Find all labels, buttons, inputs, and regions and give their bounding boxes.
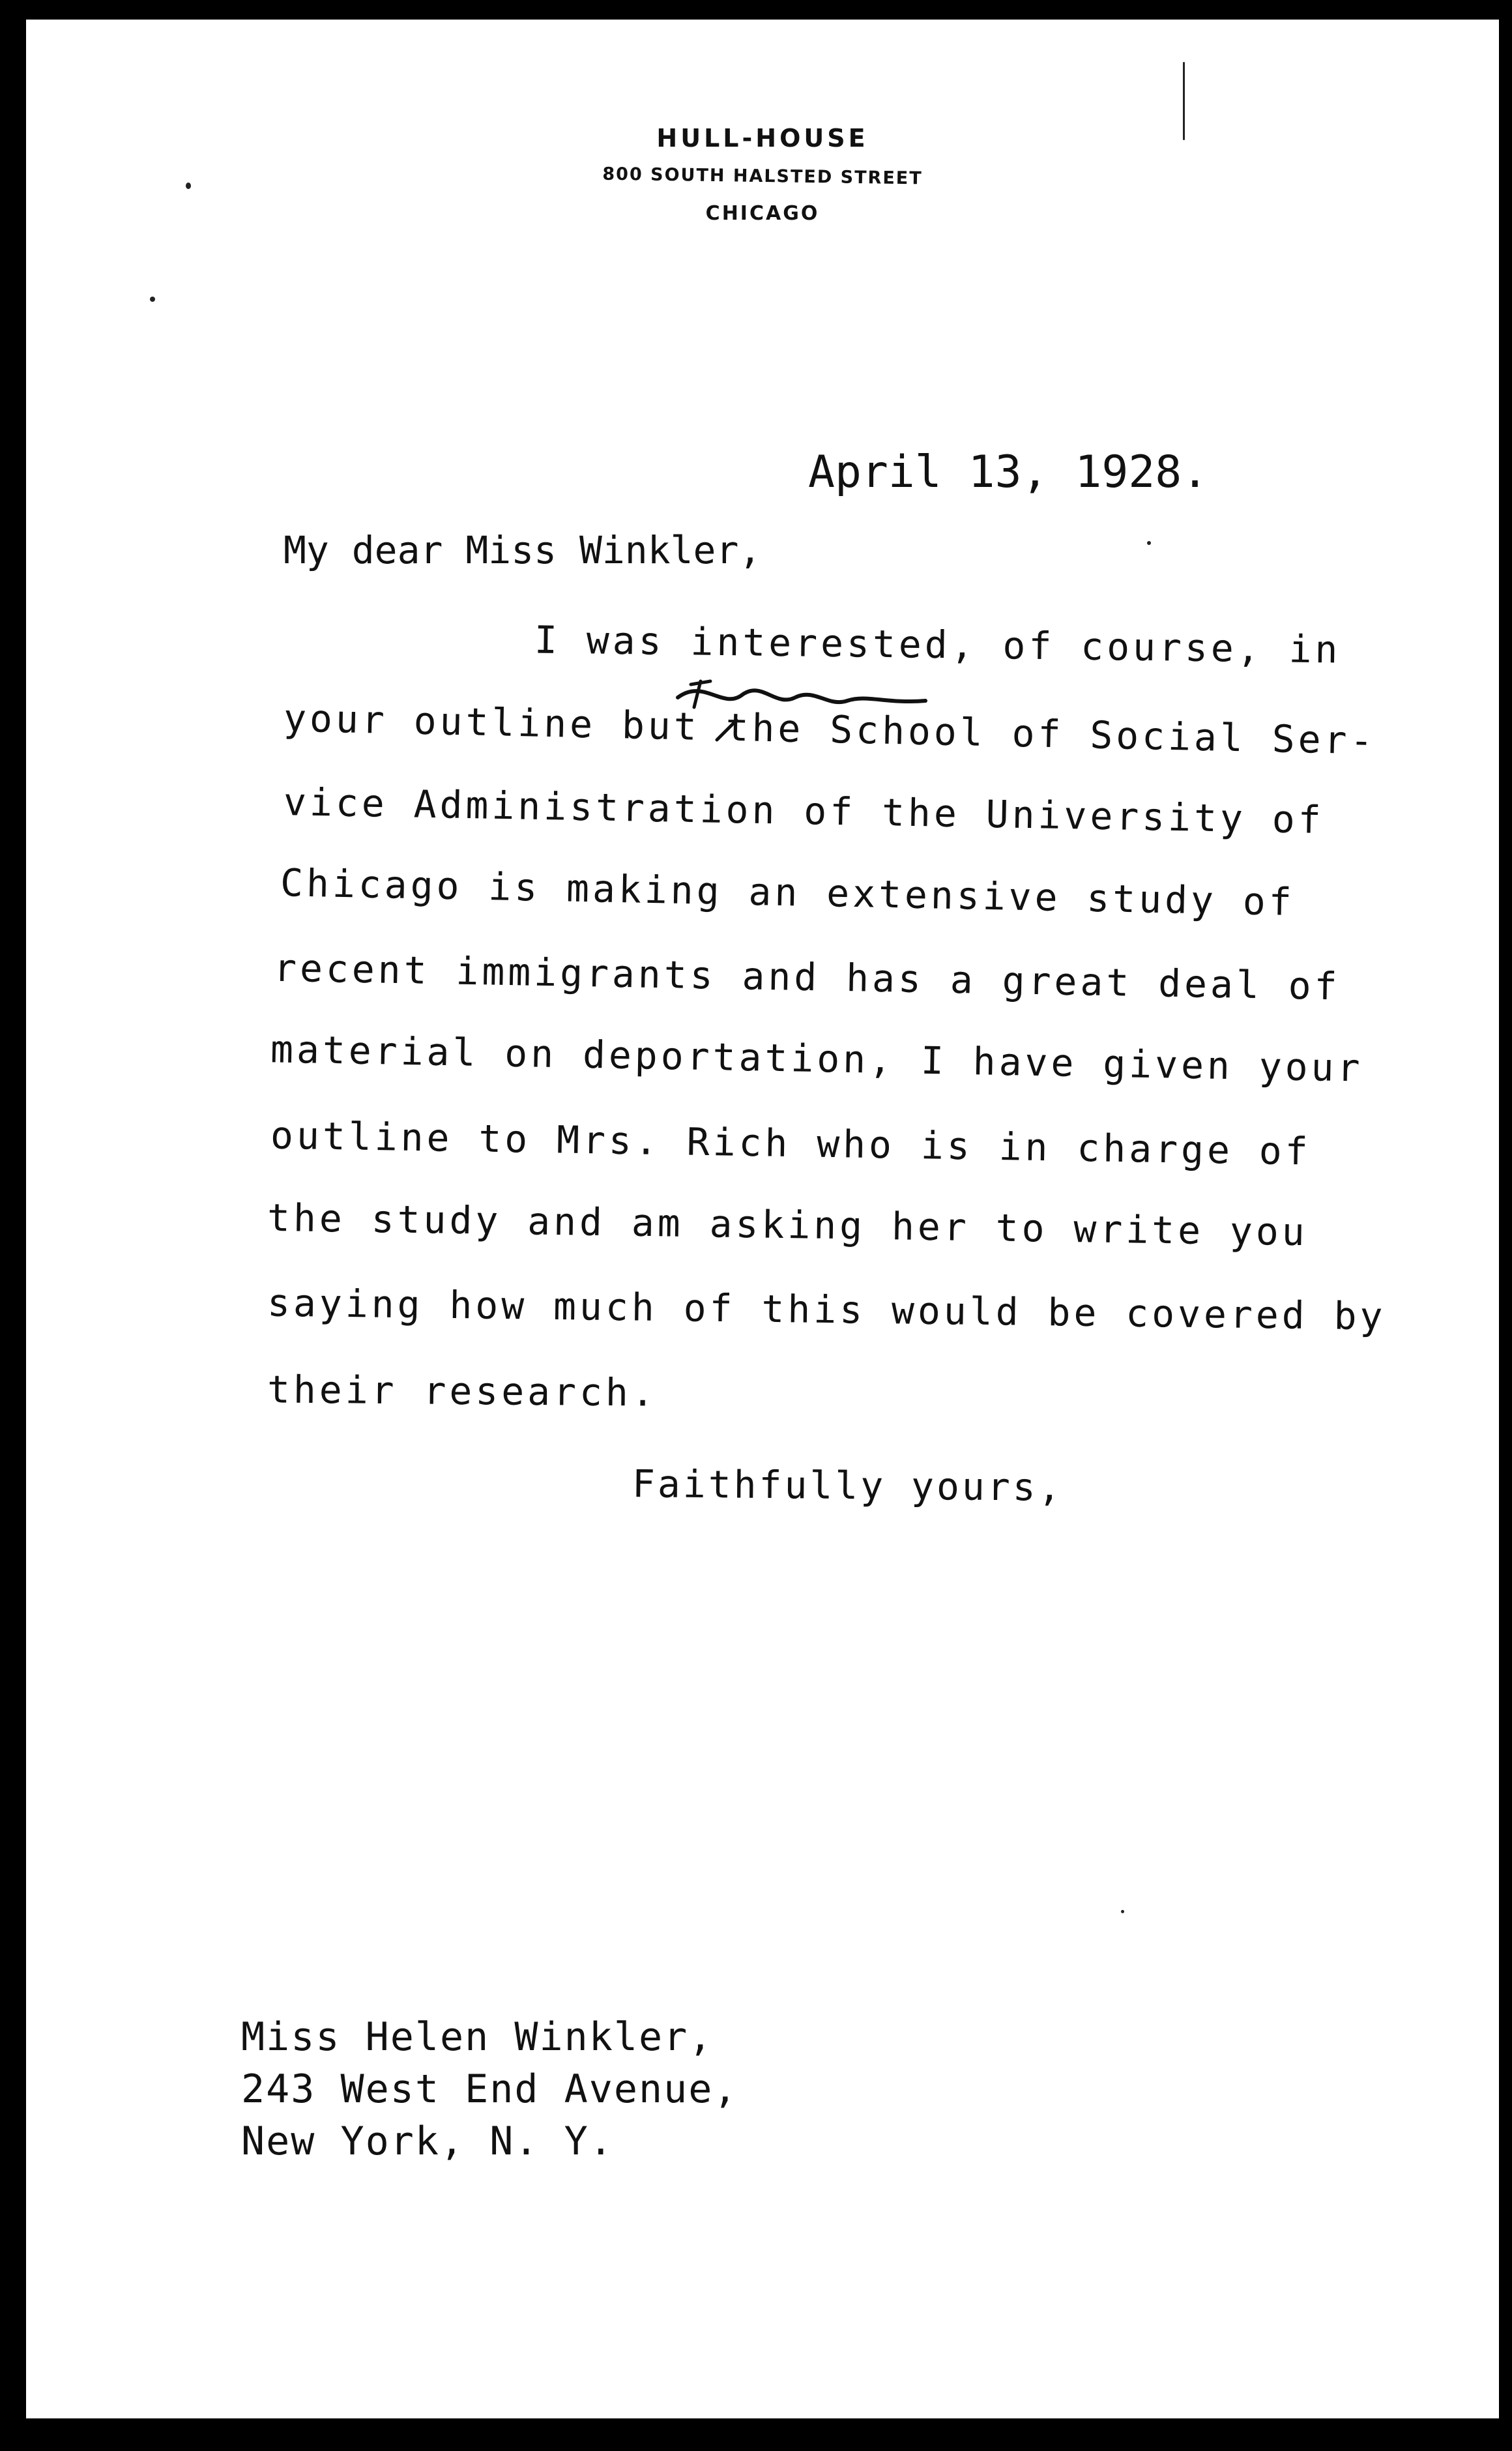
body-line: outline to Mrs. Rich who is in charge of xyxy=(270,1113,1312,1174)
body-line: your outline but the School of Social Ser- xyxy=(283,696,1377,763)
letter-paper xyxy=(26,20,1499,2418)
scan-speck xyxy=(186,183,191,189)
scan-speck xyxy=(1147,541,1151,545)
scan-speck xyxy=(1183,62,1185,140)
body-line: material on deportation, I have given your xyxy=(270,1027,1364,1091)
letterhead-street: 800 SOUTH HALSTED STREET xyxy=(602,164,923,189)
body-line: their research. xyxy=(267,1367,658,1415)
body-line: I was interested, of course, in xyxy=(534,617,1341,672)
body-line: recent immigrants and has a great deal of xyxy=(273,945,1341,1009)
address-line: Miss Helen Winkler, xyxy=(241,2014,714,2060)
address-line: New York, N. Y. xyxy=(241,2119,614,2164)
body-line: vice Administration of the University of xyxy=(283,780,1325,842)
salutation: My dear Miss Winkler, xyxy=(284,528,762,572)
letter-date: April 13, 1928. xyxy=(808,447,1209,498)
body-line: saying how much of this would be covered by xyxy=(267,1280,1386,1339)
body-line: Chicago is making an extensive study of xyxy=(280,860,1296,924)
scan-speck xyxy=(150,297,155,302)
scan-speck xyxy=(1121,1910,1124,1913)
handwritten-correction xyxy=(665,671,938,750)
letterhead-name: HULL-HOUSE xyxy=(656,124,869,153)
letterhead-city: CHICAGO xyxy=(705,202,820,225)
closing: Faithfully yours, xyxy=(632,1461,1064,1510)
address-line: 243 West End Avenue, xyxy=(241,2066,738,2112)
body-line: the study and am asking her to write you xyxy=(267,1195,1309,1255)
